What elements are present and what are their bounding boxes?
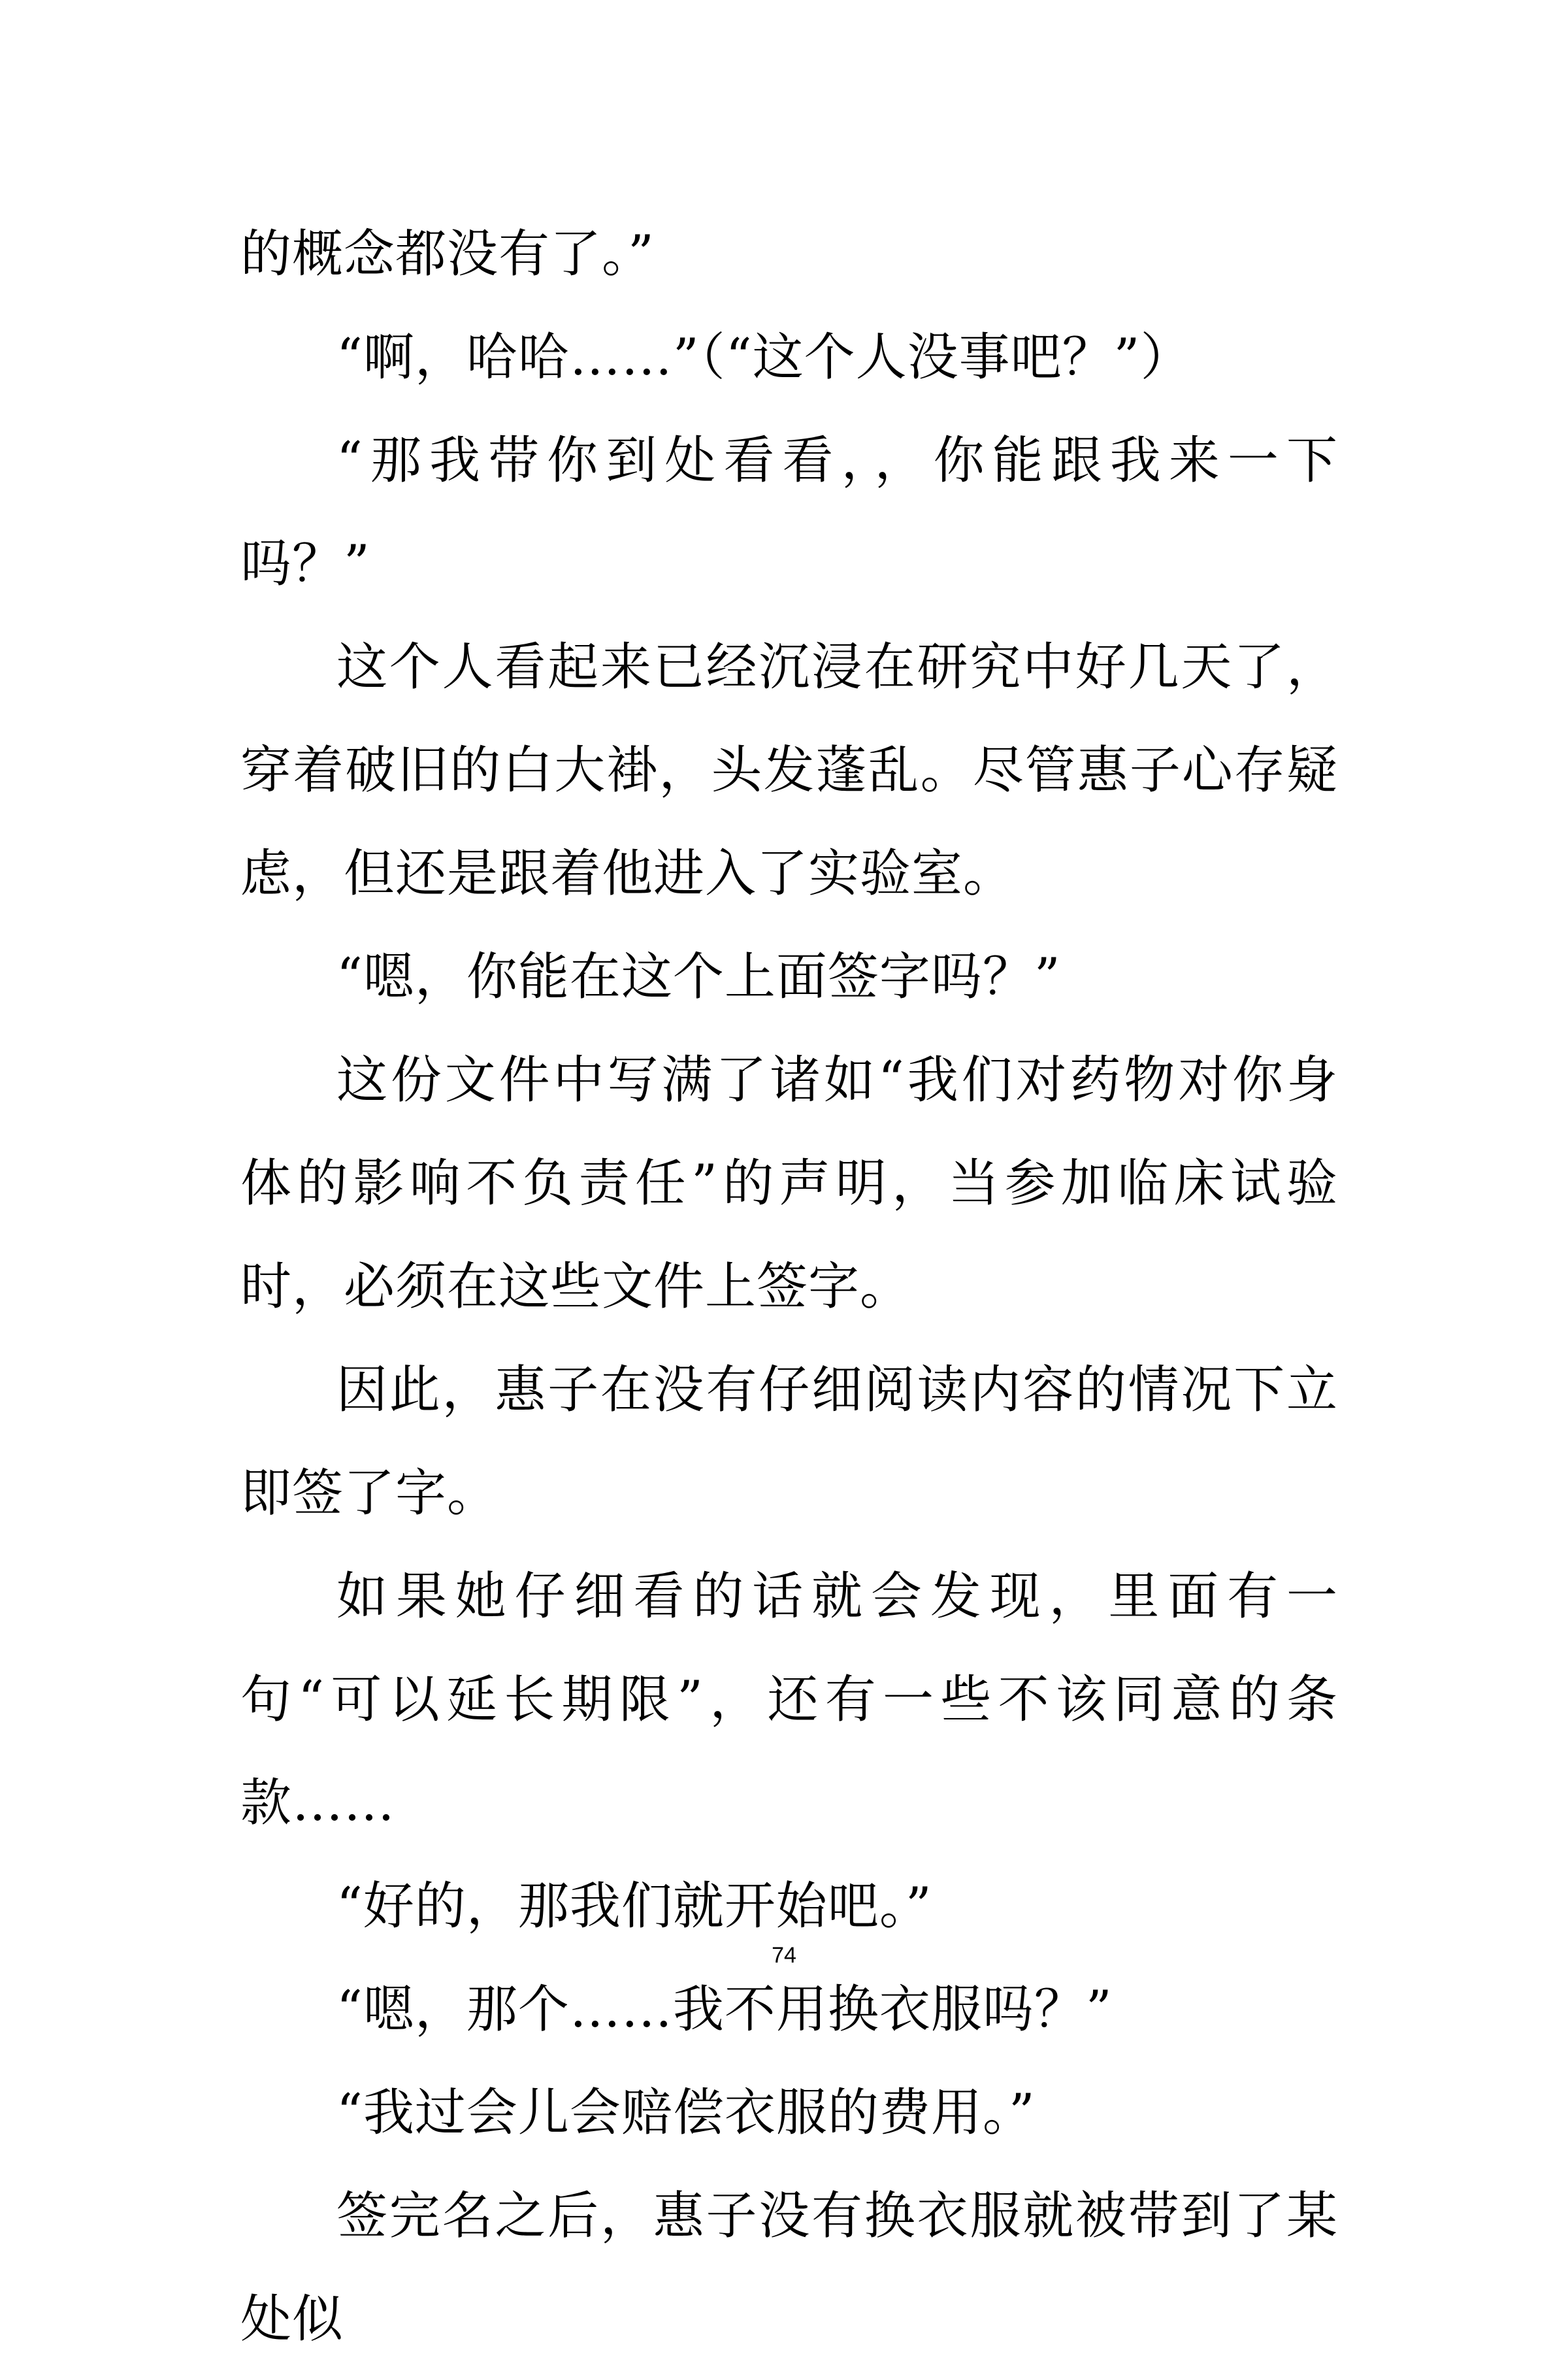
paragraph: “嗯，那个……我不用换衣服吗？” bbox=[336, 1980, 1113, 2039]
paragraph: “好的，那我们就开始吧。” bbox=[336, 1877, 932, 1936]
paragraph: “嗯，你能在这个上面签字吗？” bbox=[336, 948, 1061, 1006]
paragraph-continued: 的概念都没有了。” bbox=[240, 225, 655, 284]
paragraph: “啊，哈哈……”（“这个人没事吧？”） bbox=[336, 328, 1192, 387]
paragraph: 这份文件中写满了诸如“我们对药物对你身体的影响不负责任”的声明，当参加临床试验时，必须在这些文件上签字。 bbox=[240, 1051, 1338, 1316]
paragraph: “那我带你到处看看，，你能跟我来一下吗？” bbox=[240, 431, 1338, 593]
page-number: 74 bbox=[772, 1943, 796, 1968]
paragraph: 这个人看起来已经沉浸在研究中好几天了，穿着破旧的白大褂，头发蓬乱。尽管惠子心存疑虑，但还是跟着他进入了实验室。 bbox=[240, 638, 1338, 903]
paragraph: 签完名之后，惠子没有换衣服就被带到了某处似 bbox=[240, 2187, 1338, 2349]
page-body bbox=[240, 203, 1338, 2371]
paragraph: 如果她仔细看的话就会发现，里面有一句“可以延长期限”，还有一些不该同意的条款…… bbox=[240, 1567, 1338, 1832]
paragraph: 因此，惠子在没有仔细阅读内容的情况下立即签了字。 bbox=[240, 1361, 1338, 1523]
paragraph: “我过会儿会赔偿衣服的费用。” bbox=[336, 2083, 1036, 2142]
